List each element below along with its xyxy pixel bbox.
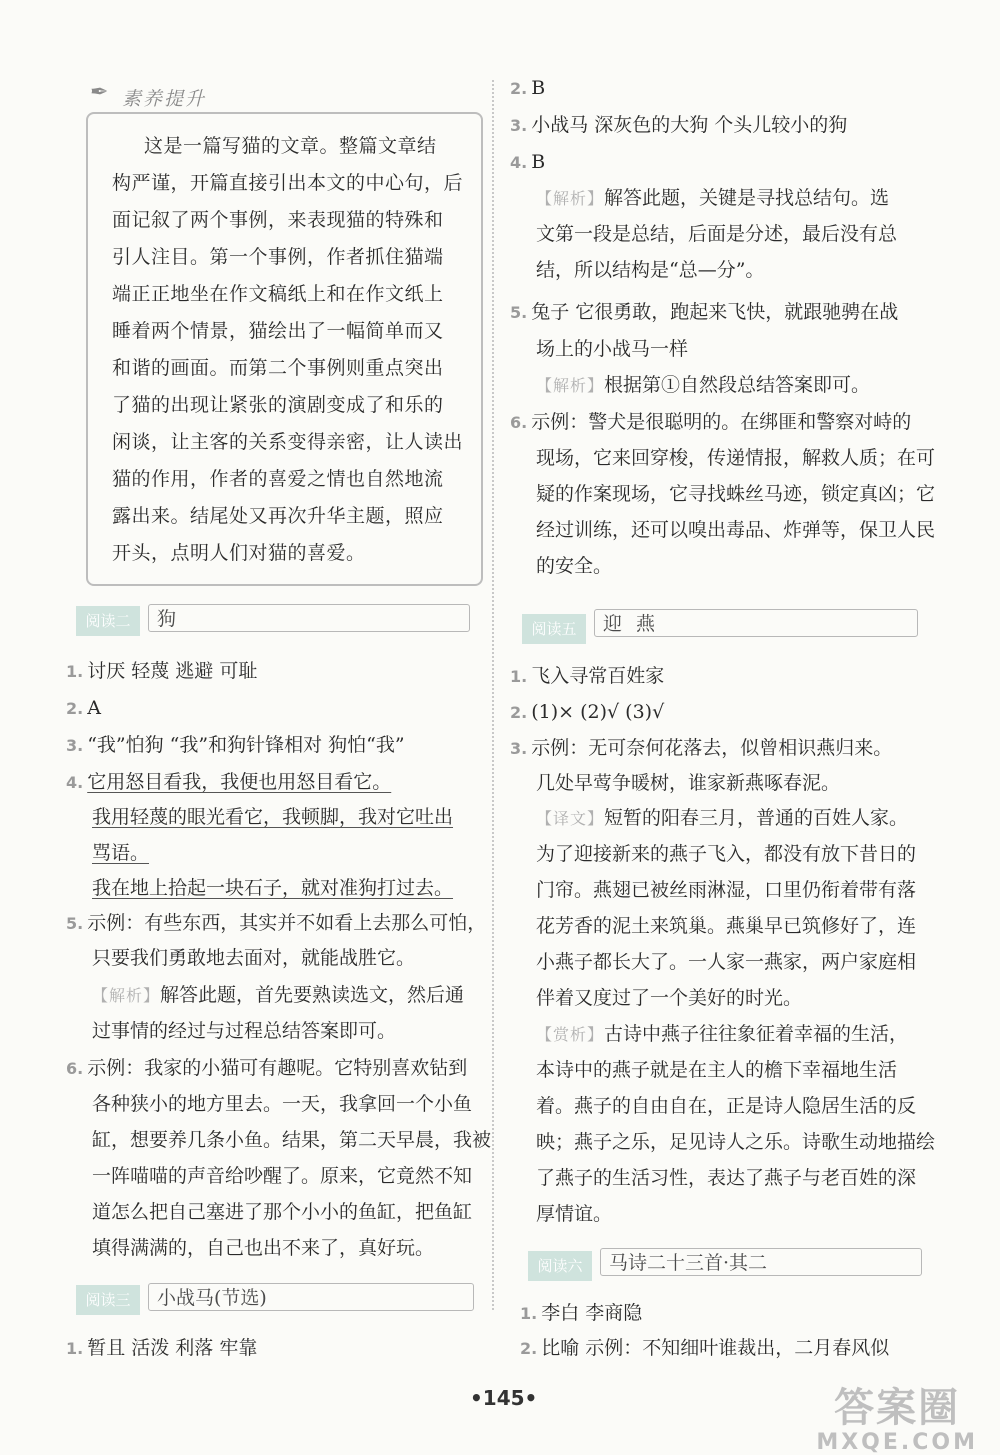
answer-line: 为了迎接新来的燕子飞入，都没有放下昔日的 [536,843,917,865]
box-line: 睡着两个情景，猫绘出了一幅简单而又 [112,320,444,342]
answer-line: 过事情的经过与过程总结答案即可。 [92,1020,397,1042]
answer-line: 3. 小战马 深灰色的大狗 个头儿较小的狗 [510,114,848,136]
section-tag: 阅读六 [528,1251,592,1281]
answer-line: 我在地上拾起一块石子，就对准狗打过去。 [92,877,454,899]
box-line: 闲谈，让主客的关系变得亲密，让人读出 [112,431,464,453]
answer-line: 映；燕子之乐，足见诗人之乐。诗歌生动地描绘 [536,1131,936,1153]
box-line: 露出来。结尾处又再次升华主题，照应 [112,505,444,527]
answer-line: 【解析】根据第①自然段总结答案即可。 [536,374,871,396]
answer-line: 1. 讨厌 轻蔑 逃避 可耻 [66,660,258,682]
answer-line: 几处早莺争暖树，谁家新燕啄春泥。 [536,772,841,794]
answer-line: 缸，想要养几条小鱼。结果，第二天早晨，我被 [92,1129,492,1151]
watermark-logo: 答案圈 MXQE.COM [816,1385,978,1455]
answer-line: 骂语。 [92,842,150,864]
answer-line: 疑的作案现场，它寻找蛛丝马迹，锁定真凶；它 [536,483,936,505]
box-line: 了猫的出现让紧张的演剧变成了和乐的 [112,394,444,416]
answer-line: 2. A [66,697,101,719]
answer-line: 文第一段是总结，后面是分述，最后没有总 [536,223,898,245]
answer-line: 2. (1)× (2)√ (3)√ [510,701,665,723]
answer-line: 1. 暂且 活泼 利落 牢靠 [66,1337,258,1359]
box-line: 猫的作用，作者的喜爱之情也自然地流 [112,468,444,490]
answer-line: 花芳香的泥土来筑巢。燕巢早已筑修好了，连 [536,915,917,937]
column-divider [492,80,494,1310]
answer-line: 结，所以结构是“总—分”。 [536,259,765,281]
box-line: 这是一篇写猫的文章。整篇文章结 [144,135,437,157]
answer-line: 经过训练，还可以嗅出毒品、炸弹等，保卫人民 [536,519,936,541]
answer-line: 各种狭小的地方里去。一天，我拿回一个小鱼 [92,1093,473,1115]
quill-icon: ✒ [90,80,109,105]
answer-line: 道怎么把自己塞进了那个小小的鱼缸，把鱼缸 [92,1201,473,1223]
answer-line: 的安全。 [536,555,613,577]
answer-line: 【赏析】古诗中燕子往往象征着幸福的生活， [536,1023,909,1045]
answer-line: 伴着又度过了一个美好的时光。 [536,987,803,1009]
answer-line: 厚情谊。 [536,1203,613,1225]
answer-line: 现场，它来回穿梭，传递情报，解救人质；在可 [536,447,936,469]
section-tag: 阅读二 [76,606,140,636]
box-line: 和谐的画面。而第二个事例则重点突出 [112,357,444,379]
answer-line: 我用轻蔑的眼光看它，我顿脚，我对它吐出 [92,806,454,828]
section-tag: 阅读五 [522,614,586,644]
box-line: 端正正地坐在作文稿纸上和在作文纸上 [112,283,444,305]
section-title: 狗 [148,604,470,632]
section-tag: 阅读三 [76,1285,140,1315]
section-title: 马诗二十三首·其二 [600,1248,922,1276]
answer-line: 1. 飞入寻常百姓家 [510,665,665,687]
answer-line: 填得满满的，自己也出不来了，真好玩。 [92,1237,435,1259]
answer-line: 【解析】解答此题，首先要熟读选文，然后通 [92,984,465,1006]
answer-line: 2. B [510,77,546,99]
answer-line: 3. “我”怕狗 “我”和狗针锋相对 狗怕“我” [66,734,405,756]
answer-line: 1. 李白 李商隐 [520,1302,643,1324]
page-number: •145• [470,1386,538,1410]
section-title: 小战马(节选) [148,1283,474,1311]
box-line: 开头，点明人们对猫的喜爱。 [112,542,366,564]
answer-line: 着。燕子的自由自在，正是诗人隐居生活的反 [536,1095,917,1117]
answer-line: 2. 比喻 示例：不知细叶谁裁出，二月春风似 [520,1337,890,1359]
summary-box [86,112,483,586]
answer-line: 小燕子都长大了。一人家一燕家，两户家庭相 [536,951,917,973]
box-line: 引人注目。第一个事例，作者抓住猫端 [112,246,444,268]
answer-line: 了燕子的生活习性，表达了燕子与老百姓的深 [536,1167,917,1189]
section-title: 迎 燕 [594,609,918,637]
answer-line: 6. 示例：警犬是很聪明的。在绑匪和警察对峙的 [510,411,912,433]
answer-line: 4. B [510,151,546,173]
section-label: 素养提升 [122,88,207,110]
answer-line: 【解析】解答此题，关键是寻找总结句。选 [536,187,890,209]
answer-line: 只要我们勇敢地去面对，就能战胜它。 [92,947,416,969]
box-line: 构严谨，开篇直接引出本文的中心句，后 [112,172,464,194]
box-line: 面记叙了两个事例，来表现猫的特殊和 [112,209,444,231]
answer-line: 【译文】短暂的阳春三月，普通的百姓人家。 [536,807,909,829]
answer-line: 门帘。燕翅已被丝雨淋湿，口里仍衔着带有落 [536,879,917,901]
answer-line: 本诗中的燕子就是在主人的檐下幸福地生活 [536,1059,898,1081]
answer-line: 5. 示例：有些东西，其实并不如看上去那么可怕， [66,912,487,934]
answer-line: 一阵喵喵的声音给吵醒了。原来，它竟然不知 [92,1165,473,1187]
answer-line: 6. 示例：我家的小猫可有趣呢。它特别喜欢钻到 [66,1057,468,1079]
answer-line: 场上的小战马一样 [536,338,689,360]
answer-line: 5. 兔子 它很勇敢，跑起来飞快，就跟驰骋在战 [510,301,899,323]
answer-line: 3. 示例：无可奈何花落去，似曾相识燕归来。 [510,737,893,759]
answer-line: 4. 它用怒目看我，我便也用怒目看它。 [66,771,392,793]
